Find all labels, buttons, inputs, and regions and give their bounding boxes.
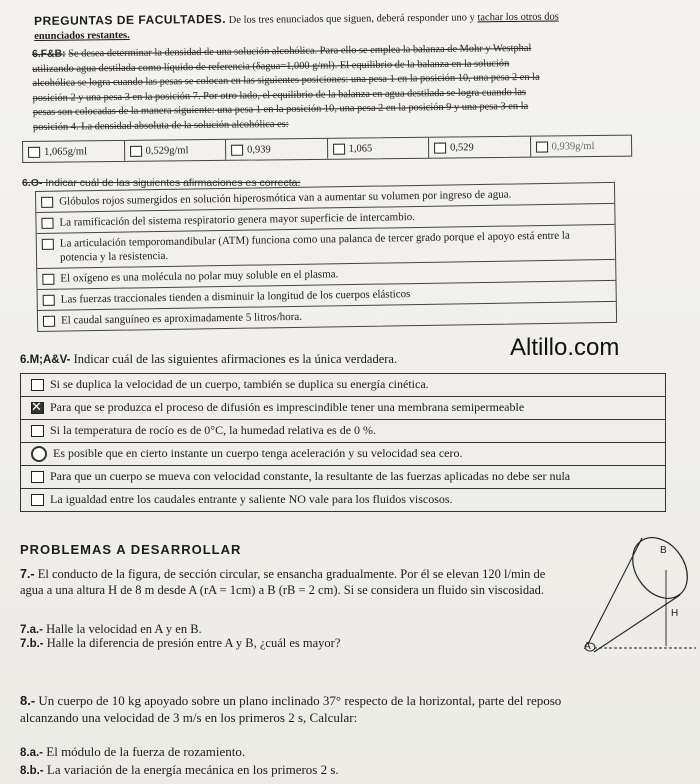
checkbox-icon[interactable] [41,197,53,208]
checkbox-icon[interactable] [42,239,54,250]
problem-8a-label: 8.a.- [20,747,44,759]
option-checkbox[interactable] [226,139,328,160]
question-6fb-label: 6.F&B: [32,48,66,60]
problem-7a-text: Halle la velocidad en A y en B. [46,622,202,636]
checkbox-icon[interactable] [31,379,44,391]
option-label: El caudal sanguíneo es aproximadamente 5 litros/hora. [60,310,303,327]
checkbox-icon[interactable] [31,471,44,483]
checkbox-icon[interactable] [43,316,55,327]
checked-box-icon[interactable] [31,402,44,414]
option-checkbox[interactable] [23,141,125,162]
instructions-header [34,7,664,44]
option-label: 1,065g/ml [44,145,88,158]
problem-7a-label: 7.a.- [20,624,44,636]
option-label: Es posible que en cierto instante un cuerpo tenga aceleración y su velocidad sea cero. [53,446,463,460]
question-6m-options [20,373,666,512]
circled-box-icon[interactable] [31,446,47,462]
problem-7-line1: El conducto de la figura, de sección circular, se ensancha gradualmente. Por él se elevan 120 l/min de [37,567,546,581]
figure-label-h: H [671,608,679,619]
pipe-figure [572,530,698,660]
problem-7-label: 7.- [20,567,35,581]
question-6o-options [35,182,617,332]
option-label: Glóbulos rojos sumergidos en solución hiperosmótica van a aumentar su volumen por ingreso de agua. [59,188,512,208]
option-checkbox[interactable] [125,140,227,161]
problem-7b-text: Halle la diferencia de presión entre A y B, ¿cuál es mayor? [46,636,341,650]
option-label: Si la temperatura de rocío es de 0°C, la humedad relativa es de 0 %. [50,423,377,437]
option-checkbox[interactable] [21,489,665,511]
option-checkbox[interactable] [530,136,631,157]
question-6fb-line6: posición 4. La densidad absoluta de la solución alcohólica es: [32,118,289,133]
option-checkbox[interactable] [327,138,429,159]
watermark: Altillo.com [510,334,620,361]
option-checkbox-circled[interactable] [21,443,665,466]
option-checkbox[interactable] [429,137,531,158]
problem-8-line2: alcanzando una velocidad de 3 m/s en los primeros 2 s, Calcular: [20,710,358,725]
problem-8a-text: El módulo de la fuerza de rozamiento. [46,744,246,759]
question-6fb-line4: posición 2 y una pesa 3 en la posición 7. Por otro lado, el equilibrio de la balanza en agua destilada se logra cuando las [32,86,527,104]
problem-8b-text: La variación de la energía mecánica en los primeros 2 s. [46,762,339,777]
problem-8a [20,744,580,761]
question-6m-label: 6.M;A&V- [20,354,71,366]
checkbox-icon[interactable] [130,145,142,156]
option-label: El oxígeno es una molécula no polar muy soluble en el plasma. [60,268,339,285]
option-checkbox-marked[interactable] [21,397,665,420]
problems-section-title: PROBLEMAS A DESARROLLAR [20,542,242,557]
header-instructions-end: enunciados restantes. [34,29,130,42]
option-label: 0,529 [450,141,474,154]
option-checkbox[interactable] [21,466,665,489]
question-6m-title [20,352,470,367]
header-instructions: De los tres enunciados que siguen, deberá responder uno y [228,12,475,26]
option-label: La igualdad entre los caudales entrante y saliente NO vale para los fluidos viscosos. [50,492,453,506]
figure-label-a: A [584,641,591,652]
problem-8-text [20,692,640,726]
option-label: La articulación temporomandibular (ATM) funciona como una palanca de tercer grado porque el apoyo está entre la potencia y la resistencia. [59,229,570,264]
question-6fb-line2: utilizando agua destilada como líquido de referencia (δagua=1,000 g/ml). El equilibrio de la balanza en la solución [32,57,510,75]
option-label: Las fuerzas traccionales tienden a disminuir la longitud de los cuerpos elásticos [60,288,411,306]
option-label: 0,939 [247,143,271,156]
header-title: PREGUNTAS DE FACULTADES. [34,11,227,28]
question-6fb-text [32,41,639,135]
checkbox-icon[interactable] [28,146,40,157]
checkbox-icon[interactable] [536,141,548,152]
option-checkbox[interactable] [21,420,665,443]
problem-7b [20,636,580,652]
option-checkbox[interactable] [21,374,665,397]
option-label: 0,939g/ml [551,140,595,152]
checkbox-icon[interactable] [42,274,54,285]
problem-8b [20,762,580,779]
header-instructions-underlined: tachar los otros dos [477,11,559,24]
checkbox-icon[interactable] [41,218,53,229]
figure-label-b: B [660,545,667,556]
question-6o-text: Indicar cuál de las siguientes afirmaciones es correcta: [45,177,301,189]
problem-8-label: 8.- [20,693,36,708]
problem-8-line1: Un cuerpo de 10 kg apoyado sobre un plano inclinado 37° respecto de la horizontal, parte del reposo [38,693,562,708]
option-label: Para que se produzca el proceso de difusión es imprescindible tener una membrana semipermeable [50,400,525,414]
question-6fb-line3: alcohólica se logra cuando las pesas se colocan en las siguientes posiciones: una pesa 1 en la posición 10, una pesa 2 en la [32,71,540,89]
option-label: Si se duplica la velocidad de un cuerpo, también se duplica su energía cinética. [50,377,429,391]
problem-7-line2: agua a una altura H de 8 m desde A (rA = 1cm) a B (rB = 2 cm). Si se considera un fluido sin viscosidad. [20,583,545,597]
question-6fb-options [22,135,632,163]
option-label: La ramificación del sistema respiratorio genera mayor superficie de intercambio. [59,211,416,229]
question-6o-label: 6.O- [22,177,43,189]
option-label: 1,065 [348,142,373,155]
checkbox-icon[interactable] [31,425,44,437]
checkbox-icon[interactable] [333,143,345,154]
option-label: Para que un cuerpo se mueva con velocidad constante, la resultante de las fuerzas aplicadas no debe ser nula [50,469,571,483]
question-6fb-line1: Se desea determinar la densidad de una solución alcohólica. Para ello se emplea la balanza de Mohr y Westphal [68,42,532,60]
checkbox-icon[interactable] [434,142,446,153]
option-label: 0,529g/ml [145,144,189,157]
checkbox-icon[interactable] [231,144,243,155]
problem-8b-label: 8.b.- [20,765,44,777]
problem-7-text [20,566,585,598]
checkbox-icon[interactable] [31,494,44,506]
problem-7b-label: 7.b.- [20,638,44,650]
question-6fb-line5: pesas son colocadas de la manera siguiente: una pesa 1 en la posición 10, una pesa 2 en la posición 9 y una pesa 3 en la [32,100,529,118]
question-6m-text: Indicar cuál de las siguientes afirmaciones es la única verdadera. [73,352,398,366]
checkbox-icon[interactable] [43,295,55,306]
